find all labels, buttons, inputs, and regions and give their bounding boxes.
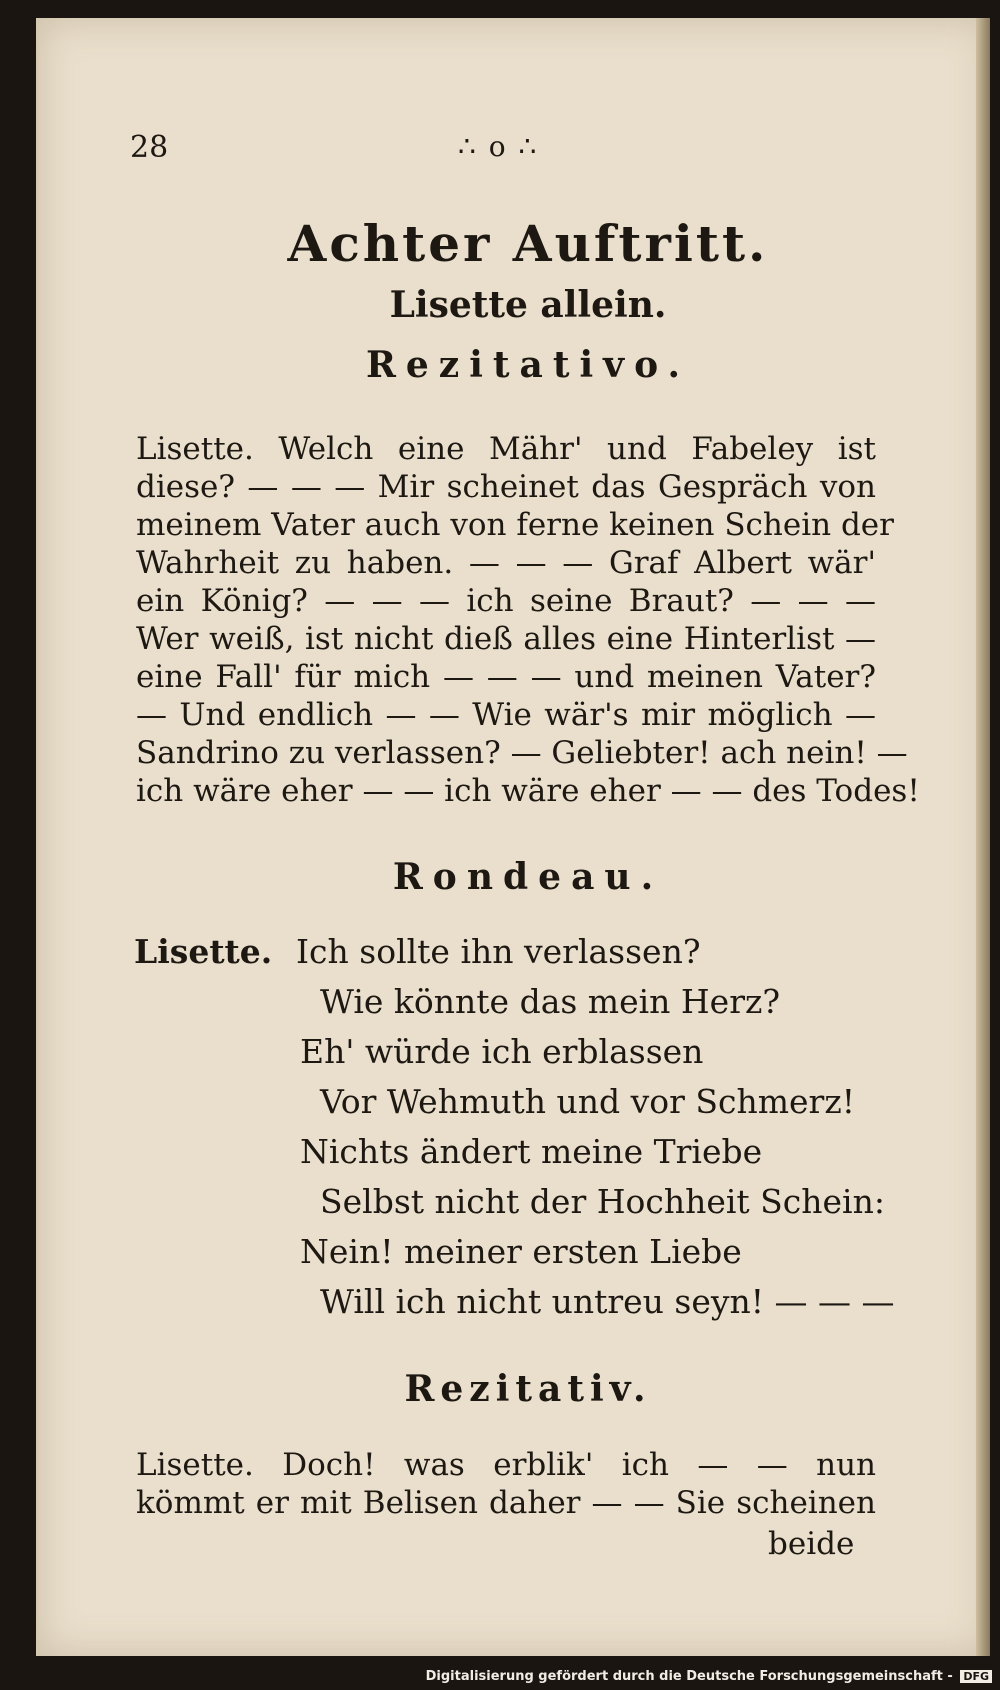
- section-heading-rondeau: Rondeau.: [392, 856, 664, 898]
- text-line: kömmt er mit Belisen daher — — Sie scheinen: [136, 1485, 876, 1521]
- text-line: Wer weiß, ist nicht dieß alles eine Hinterlist —: [136, 621, 876, 657]
- verse-line: Nichts ändert meine Triebe: [300, 1132, 763, 1171]
- scene-heading: Achter Auftritt.: [287, 214, 769, 273]
- catchword: beide: [768, 1526, 855, 1562]
- header-ornament: ∴ o ∴: [458, 130, 539, 163]
- text-line: Wahrheit zu haben. — — — Graf Albert wär': [136, 545, 876, 581]
- book-page: [36, 18, 990, 1656]
- rondeau-speaker: Lisette.: [134, 932, 273, 971]
- verse-line: Eh' würde ich erblassen: [300, 1032, 704, 1071]
- footer-text: Digitalisierung gefördert durch die Deutsche Forschungsgemeinschaft -: [425, 1669, 953, 1684]
- text-line: ich wäre eher — — ich wäre eher — — des Todes!: [136, 773, 920, 809]
- verse-line: Wie könnte das mein Herz?: [320, 982, 781, 1021]
- text-line: Sandrino zu verlassen? — Geliebter! ach nein! —: [136, 735, 908, 771]
- text-line: Lisette. Welch eine Mähr' und Fabeley ist: [136, 431, 876, 467]
- text-line: — Und endlich — — Wie wär's mir möglich —: [136, 697, 876, 733]
- digitization-footer: [426, 1669, 992, 1684]
- verse-line: Vor Wehmuth und vor Schmerz!: [320, 1082, 855, 1121]
- recitative-paragraph: [136, 430, 920, 810]
- recitative-paragraph: [136, 1446, 876, 1522]
- section-heading-rezitativ: Rezitativ.: [404, 1368, 652, 1410]
- verse-line: Will ich nicht untreu seyn! — — —: [320, 1282, 895, 1321]
- scene-characters: Lisette allein.: [389, 284, 667, 326]
- verse-line: Nein! meiner ersten Liebe: [300, 1232, 742, 1271]
- book-spine: [976, 18, 990, 1656]
- verse-line: Selbst nicht der Hochheit Schein:: [320, 1182, 885, 1221]
- text-line: ein König? — — — ich seine Braut? — — —: [136, 583, 876, 619]
- text-line: meinem Vater auch von ferne keinen Schein der: [136, 507, 894, 543]
- text-line: Lisette. Doch! was erblik' ich — — nun: [136, 1447, 876, 1483]
- text-line: diese? — — — Mir scheinet das Gespräch von: [136, 469, 876, 505]
- verse-line: Ich sollte ihn verlassen?: [296, 932, 701, 971]
- text-line: eine Fall' für mich — — — und meinen Vater?: [136, 659, 876, 695]
- page-number: 28: [130, 130, 169, 165]
- dfg-logo: DFG: [960, 1670, 992, 1683]
- section-heading-rezitativo: Rezitativo.: [365, 344, 691, 386]
